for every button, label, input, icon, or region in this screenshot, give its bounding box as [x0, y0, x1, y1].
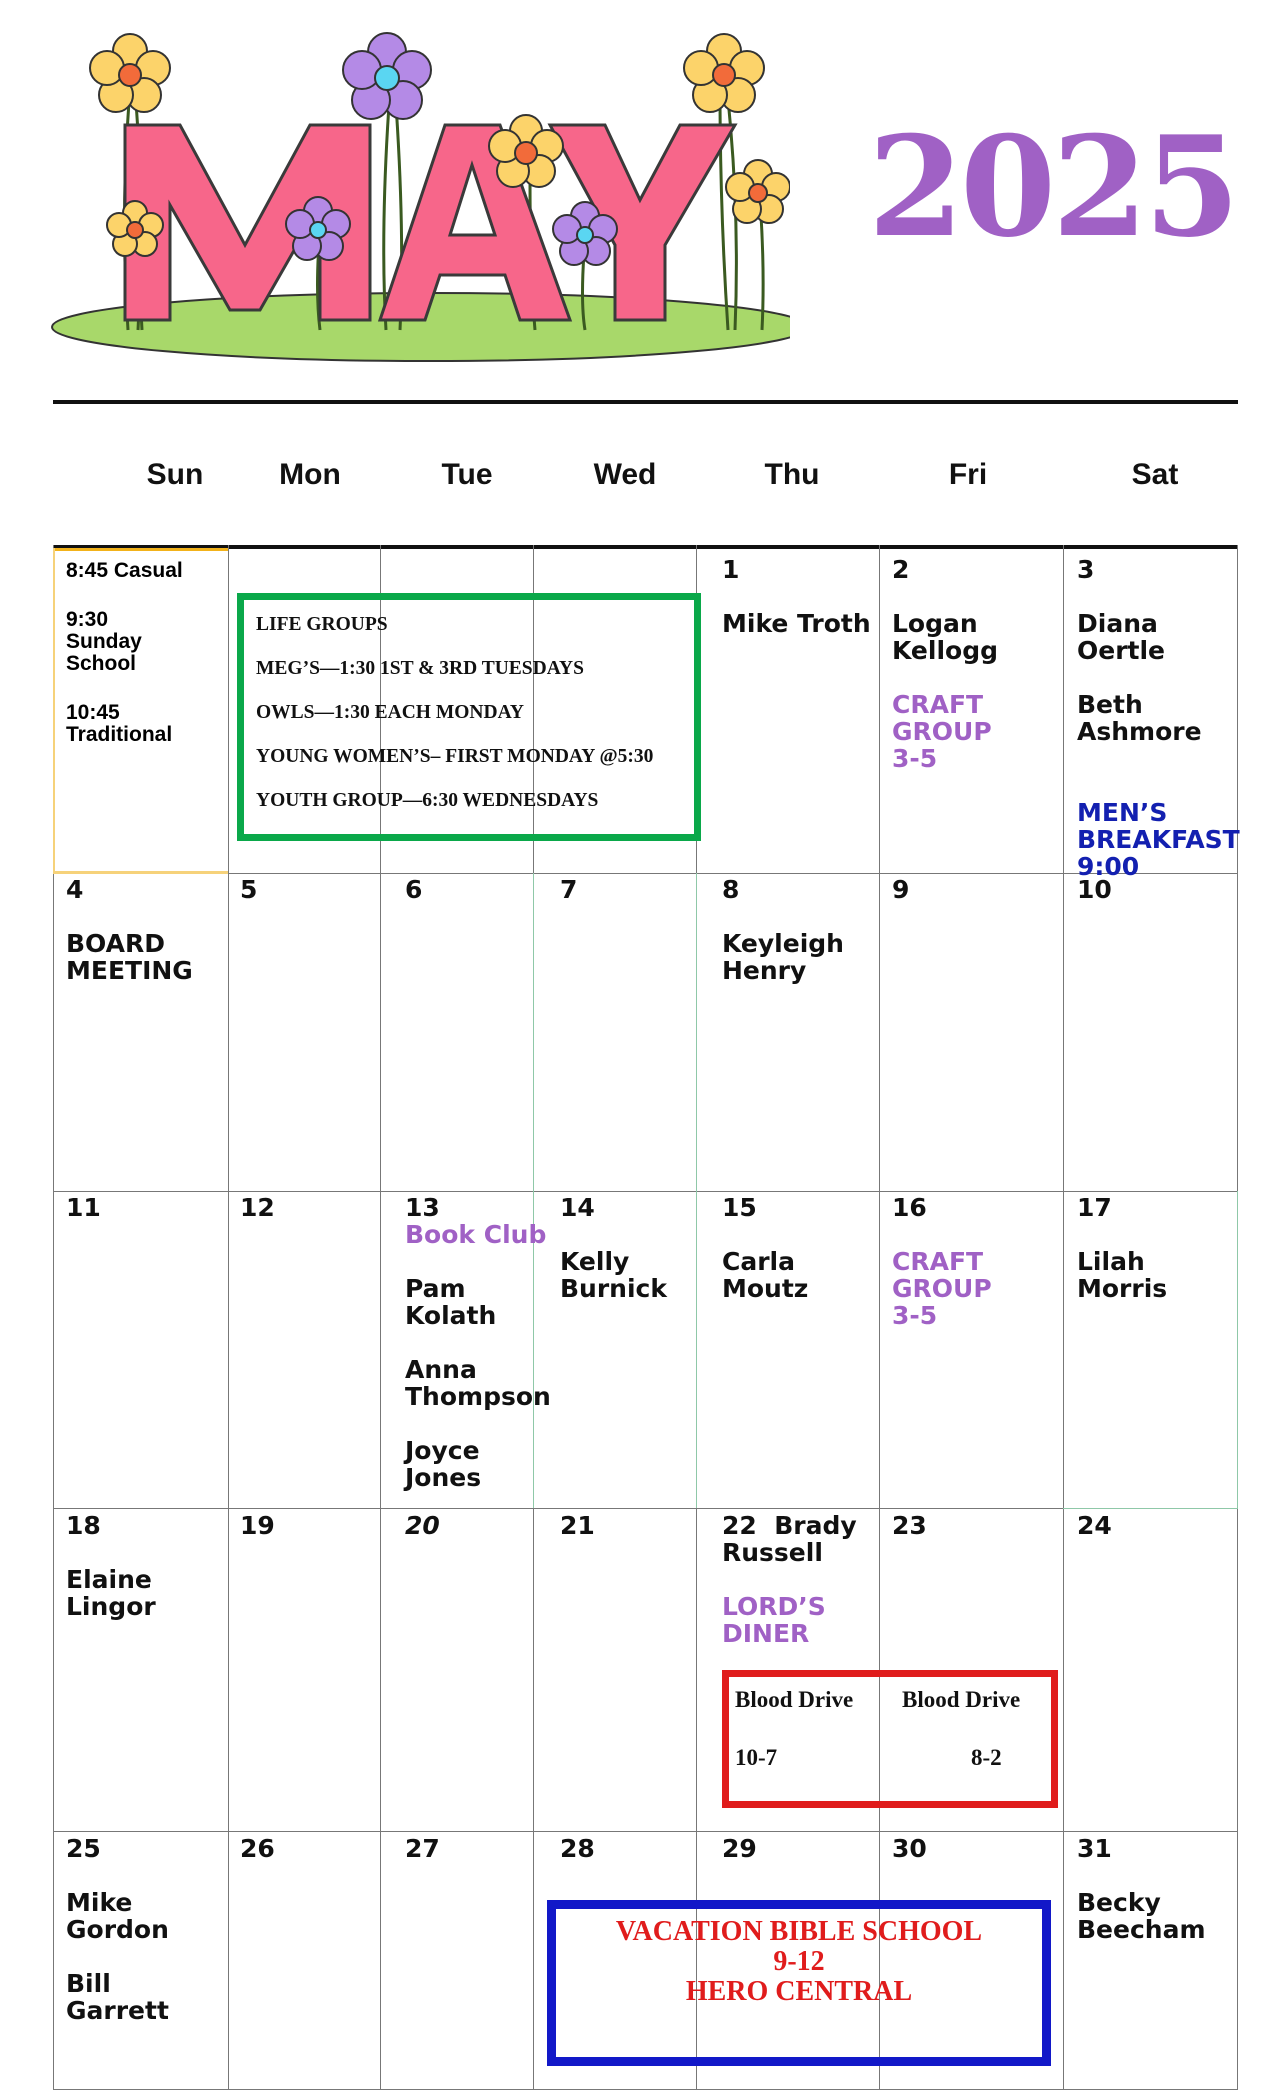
- birthday-name: Keyleigh: [722, 929, 844, 958]
- grid-line: [53, 873, 1238, 874]
- sunday-school-time: 9:30: [66, 608, 109, 631]
- day-number: 14: [560, 1193, 595, 1222]
- vacation-bible-school-box: [547, 1900, 1051, 2066]
- birthday-name: Joyce: [405, 1436, 480, 1465]
- weekday-thu: Thu: [764, 458, 820, 491]
- life-groups-title: LIFE GROUPS: [256, 614, 388, 635]
- blood-drive-label: Blood Drive: [902, 1687, 1021, 1712]
- day-cell-23: [892, 1512, 927, 1539]
- event-label: CRAFT: [892, 1247, 984, 1276]
- grid-line: [53, 1508, 1238, 1509]
- birthday-name: Henry: [722, 956, 807, 985]
- event-label: Book Club: [405, 1220, 547, 1249]
- day-number: 2: [892, 555, 910, 584]
- day-number: 29: [722, 1834, 757, 1863]
- sun-cell-highlight: [53, 871, 228, 874]
- day-number: 12: [240, 1193, 275, 1222]
- header-divider: [53, 400, 1238, 404]
- day-cell-11: [66, 1194, 101, 1221]
- day-number: 27: [405, 1834, 440, 1863]
- day-cell-17: [1077, 1194, 1237, 1302]
- day-number: 20: [405, 1511, 440, 1540]
- day-number: 4: [66, 875, 84, 904]
- day-cell-8: [722, 876, 882, 984]
- grid-line: [228, 545, 229, 2090]
- vbs-time: 9-12: [773, 1946, 825, 1977]
- birthday-name: Kellogg: [892, 636, 998, 665]
- life-group-owls: OWLS—1:30 EACH MONDAY: [256, 702, 524, 723]
- event-time: 3-5: [892, 744, 938, 773]
- grid-line: [879, 545, 880, 2090]
- day-number: 18: [66, 1511, 101, 1540]
- event-label: LORD’S: [722, 1592, 826, 1621]
- blood-drive-box: [722, 1670, 1058, 1808]
- life-groups-box: [237, 593, 701, 841]
- day-number: 17: [1077, 1193, 1112, 1222]
- day-cell-28: [560, 1835, 595, 1862]
- day-number: 9: [892, 875, 910, 904]
- grid-line: [1063, 545, 1064, 2090]
- day-number: 11: [66, 1193, 101, 1222]
- grid-line: [53, 2089, 1238, 2090]
- day-number: 7: [560, 875, 578, 904]
- day-cell-26: [240, 1835, 275, 1862]
- birthday-name: Mike Troth: [722, 609, 871, 638]
- birthday-name: Bill: [66, 1969, 111, 1998]
- day-cell-5: [240, 876, 257, 903]
- day-cell-7: [560, 876, 577, 903]
- event-label: MEETING: [66, 956, 193, 985]
- sun-cell-highlight: [53, 548, 55, 873]
- day-cell-25: [66, 1835, 226, 2024]
- year-title: 2025: [868, 105, 1237, 268]
- blood-drive-time: 8-2: [971, 1745, 1002, 1770]
- weekday-sun: Sun: [146, 458, 204, 491]
- birthday-name: Kolath: [405, 1301, 497, 1330]
- service-schedule: [66, 560, 226, 746]
- day-number: 21: [560, 1511, 595, 1540]
- day-number: 13: [405, 1193, 440, 1222]
- birthday-name: Jones: [405, 1463, 482, 1492]
- day-number: 15: [722, 1193, 757, 1222]
- event-label: CRAFT: [892, 690, 984, 719]
- grid-accent: [696, 873, 697, 1508]
- grid-accent: [1063, 1508, 1238, 1509]
- sun-cell-highlight: [53, 548, 228, 551]
- day-number: 1: [722, 555, 740, 584]
- birthday-name: Lingor: [66, 1592, 156, 1621]
- grid-line: [53, 1191, 1238, 1192]
- birthday-name: Beecham: [1077, 1915, 1206, 1944]
- grid-line: [53, 1831, 1238, 1832]
- day-cell-6: [405, 876, 422, 903]
- birthday-name: Diana Oertle: [1077, 609, 1166, 665]
- event-label: BREAKFAST: [1077, 825, 1240, 854]
- day-cell-4: [66, 876, 226, 984]
- grid-top-border: [53, 545, 1238, 549]
- day-cell-10: [1077, 876, 1112, 903]
- blood-drive-label: Blood Drive: [735, 1687, 854, 1712]
- day-number: 8: [722, 875, 740, 904]
- event-label: BOARD: [66, 929, 165, 958]
- weekday-tue: Tue: [441, 458, 493, 491]
- grid-accent: [1237, 1191, 1238, 1508]
- day-number: 19: [240, 1511, 275, 1540]
- day-cell-3: [1077, 556, 1247, 880]
- birthday-name: Lilah: [1077, 1247, 1145, 1276]
- day-cell-20: [405, 1512, 440, 1539]
- day-cell-12: [240, 1194, 275, 1221]
- day-cell-30: [892, 1835, 927, 1862]
- day-number: 25: [66, 1834, 101, 1863]
- birthday-name: Morris: [1077, 1274, 1168, 1303]
- day-cell-22: [722, 1512, 892, 1647]
- birthday-name: Thompson: [405, 1382, 551, 1411]
- day-cell-16: [892, 1194, 1062, 1329]
- weekday-sat: Sat: [1131, 458, 1179, 491]
- birthday-name: Burnick: [560, 1274, 667, 1303]
- birthday-name: Kelly: [560, 1247, 630, 1276]
- blood-drive-time: 10-7: [735, 1745, 778, 1770]
- birthday-name: Logan: [892, 609, 978, 638]
- day-cell-24: [1077, 1512, 1112, 1539]
- sunday-school-label: Sunday: [66, 630, 142, 653]
- traditional-label: Traditional: [66, 723, 173, 746]
- day-number: 22: [722, 1511, 757, 1540]
- casual-service: 8:45 Casual: [66, 559, 183, 582]
- day-number: 3: [1077, 555, 1095, 584]
- day-number: 28: [560, 1834, 595, 1863]
- day-cell-13: [405, 1194, 555, 1491]
- birthday-name: Ashmore: [1077, 717, 1202, 746]
- day-number: 10: [1077, 875, 1112, 904]
- day-number: 30: [892, 1834, 927, 1863]
- traditional-time: 10:45: [66, 701, 120, 724]
- day-cell-18: [66, 1512, 226, 1620]
- event-time: 9:00: [1077, 852, 1140, 881]
- birthday-name: Pam: [405, 1274, 466, 1303]
- birthday-name: Brady: [774, 1511, 857, 1540]
- life-group-megs: MEG’S—1:30 1ST & 3RD TUESDAYS: [256, 658, 584, 679]
- sunday-school-label: School: [66, 652, 137, 675]
- event-label: MEN’S: [1077, 798, 1168, 827]
- birthday-name: Elaine: [66, 1565, 152, 1594]
- day-number: 31: [1077, 1834, 1112, 1863]
- day-number: 26: [240, 1834, 275, 1863]
- birthday-name: Moutz: [722, 1274, 809, 1303]
- day-cell-14: [560, 1194, 710, 1302]
- day-cell-19: [240, 1512, 275, 1539]
- weekday-wed: Wed: [593, 458, 657, 491]
- birthday-name: Beth: [1077, 690, 1143, 719]
- may-flower-graphic: [30, 30, 790, 370]
- life-group-youth: YOUTH GROUP—6:30 WEDNESDAYS: [256, 790, 599, 811]
- day-number: 23: [892, 1511, 927, 1540]
- day-cell-15: [722, 1194, 882, 1302]
- day-cell-27: [405, 1835, 440, 1862]
- event-label: DINER: [722, 1619, 810, 1648]
- event-label: GROUP: [892, 717, 992, 746]
- day-cell-9: [892, 876, 909, 903]
- day-cell-29: [722, 1835, 757, 1862]
- birthday-name: Anna: [405, 1355, 477, 1384]
- day-number: 6: [405, 875, 423, 904]
- birthday-name: Carla: [722, 1247, 795, 1276]
- day-number: 5: [240, 875, 258, 904]
- birthday-name: Russell: [722, 1538, 823, 1567]
- birthday-name: Gordon: [66, 1915, 169, 1944]
- weekday-mon: Mon: [279, 458, 341, 491]
- day-cell-2: [892, 556, 1062, 772]
- day-cell-31: [1077, 1835, 1237, 1943]
- vbs-theme: HERO CENTRAL: [685, 1976, 913, 2007]
- day-cell-21: [560, 1512, 595, 1539]
- event-time: 3-5: [892, 1301, 938, 1330]
- birthday-name: Mike: [66, 1888, 133, 1917]
- weekday-fri: Fri: [948, 458, 988, 491]
- day-number: 16: [892, 1193, 927, 1222]
- day-number: 24: [1077, 1511, 1112, 1540]
- birthday-name: Garrett: [66, 1996, 169, 2025]
- vbs-title: VACATION BIBLE SCHOOL: [615, 1916, 983, 1947]
- event-label: GROUP: [892, 1274, 992, 1303]
- life-group-young-women: YOUNG WOMEN’S– FIRST MONDAY @5:30: [256, 746, 654, 767]
- birthday-name: Becky: [1077, 1888, 1161, 1917]
- day-cell-1: [722, 556, 882, 637]
